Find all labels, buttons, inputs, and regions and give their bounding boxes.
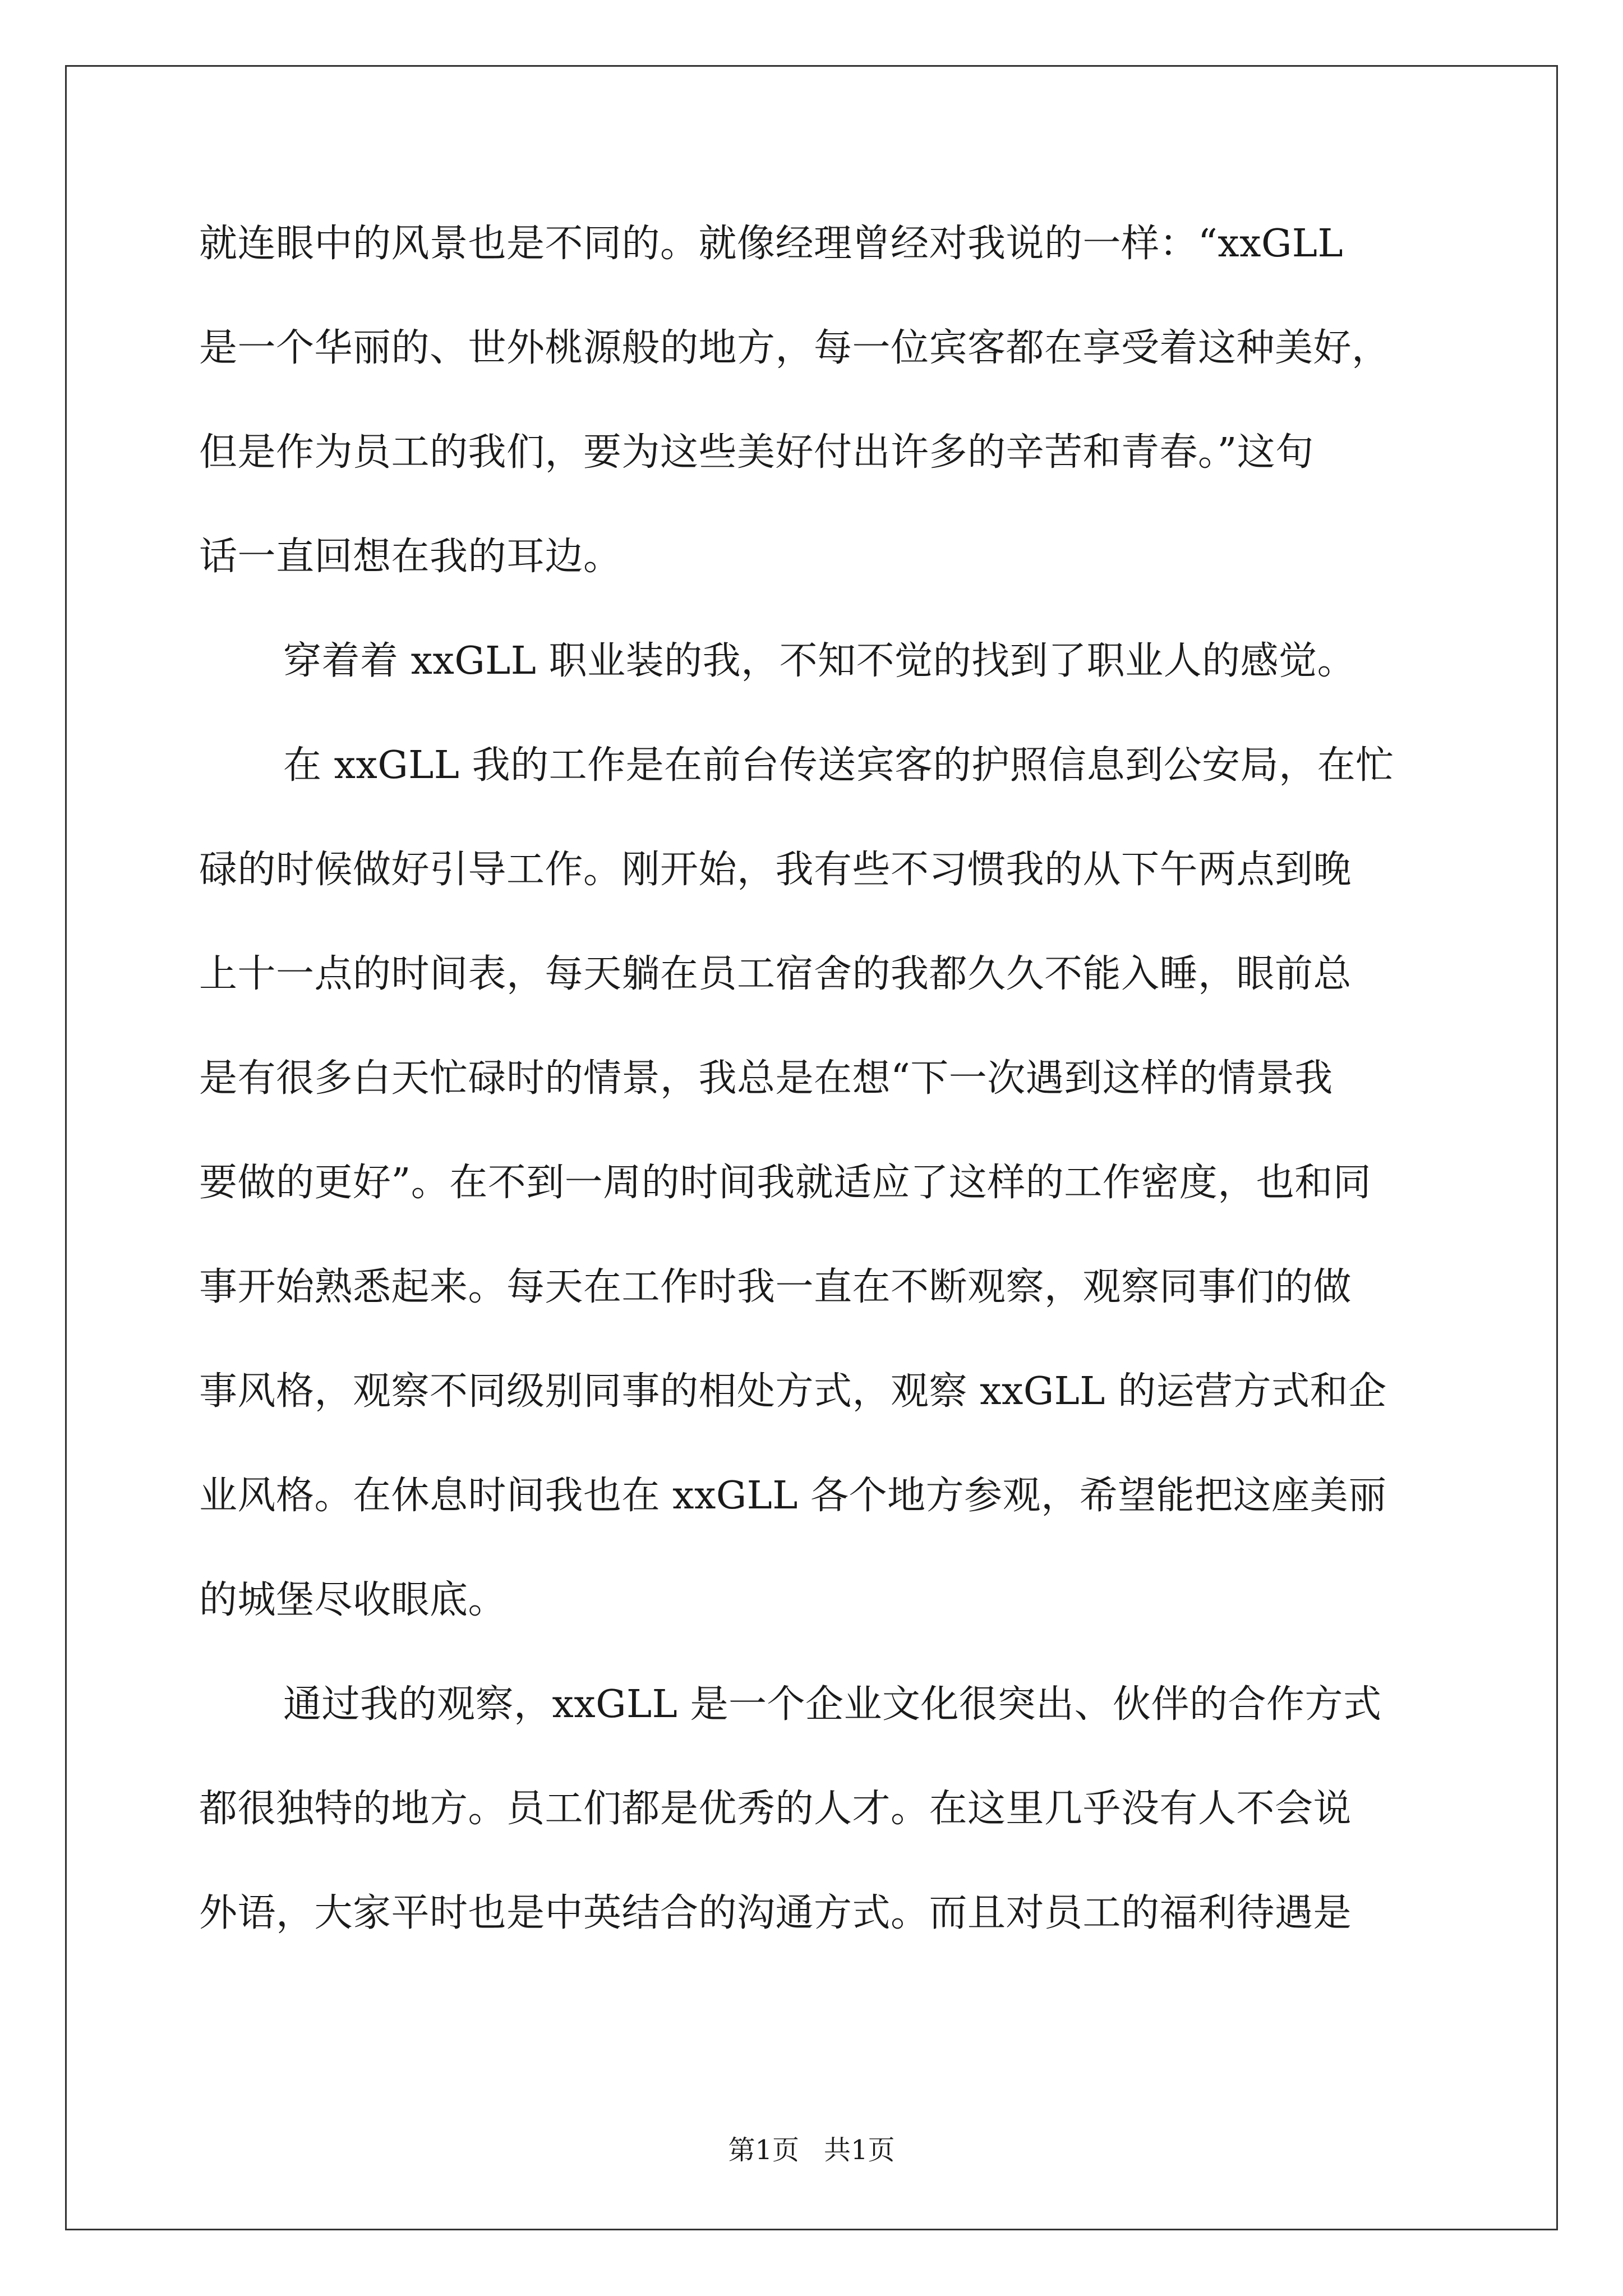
text-line: 业风格。在休息时间我也在 xxGLL 各个地方参观，希望能把这座美丽	[199, 1474, 1387, 1518]
text-line: 事开始熟悉起来。每天在工作时我一直在不断观察，观察同事们的做	[199, 1265, 1352, 1309]
document-body	[199, 222, 1424, 1995]
page-number: 第1页	[728, 2134, 799, 2166]
text-line: 碌的时候做好引导工作。刚开始，我有些不习惯我的从下午两点到晚	[199, 848, 1352, 892]
text-line: 是有很多白天忙碌时的情景，我总是在想“下一次遇到这样的情景我	[199, 1056, 1333, 1101]
text-line: 在 xxGLL 我的工作是在前台传送宾客的护照信息到公安局，在忙	[283, 743, 1394, 788]
text-line: 是一个华丽的、世外桃源般的地方，每一位宾客都在享受着这种美好，	[199, 326, 1390, 370]
text-line: 外语，大家平时也是中英结合的沟通方式。而且对员工的福利待遇是	[199, 1891, 1352, 1935]
text-line: 穿着着 xxGLL 职业装的我，不知不觉的找到了职业人的感觉。	[283, 639, 1356, 683]
text-line: 事风格，观察不同级别同事的相处方式，观察 xxGLL 的运营方式和企	[199, 1369, 1387, 1414]
text-line: 要做的更好”。在不到一周的时间我就适应了这样的工作密度，也和同	[199, 1161, 1372, 1205]
text-line: 都很独特的地方。员工们都是优秀的人才。在这里几乎没有人不会说	[199, 1787, 1352, 1831]
text-line: 但是作为员工的我们，要为这些美好付出许多的辛苦和青春。”这句	[199, 430, 1314, 475]
text-line: 的城堡尽收眼底。	[199, 1578, 507, 1622]
page-total: 共1页	[824, 2134, 895, 2166]
text-line: 上十一点的时间表，每天躺在员工宿舍的我都久久不能入睡，眼前总	[199, 952, 1352, 996]
text-line: 话一直回想在我的耳边。	[199, 535, 622, 579]
page-footer	[0, 2134, 1623, 2166]
text-line: 通过我的观察，xxGLL 是一个企业文化很突出、伙伴的合作方式	[283, 1682, 1382, 1727]
text-line: 就连眼中的风景也是不同的。就像经理曾经对我说的一样：“xxGLL	[199, 222, 1344, 266]
